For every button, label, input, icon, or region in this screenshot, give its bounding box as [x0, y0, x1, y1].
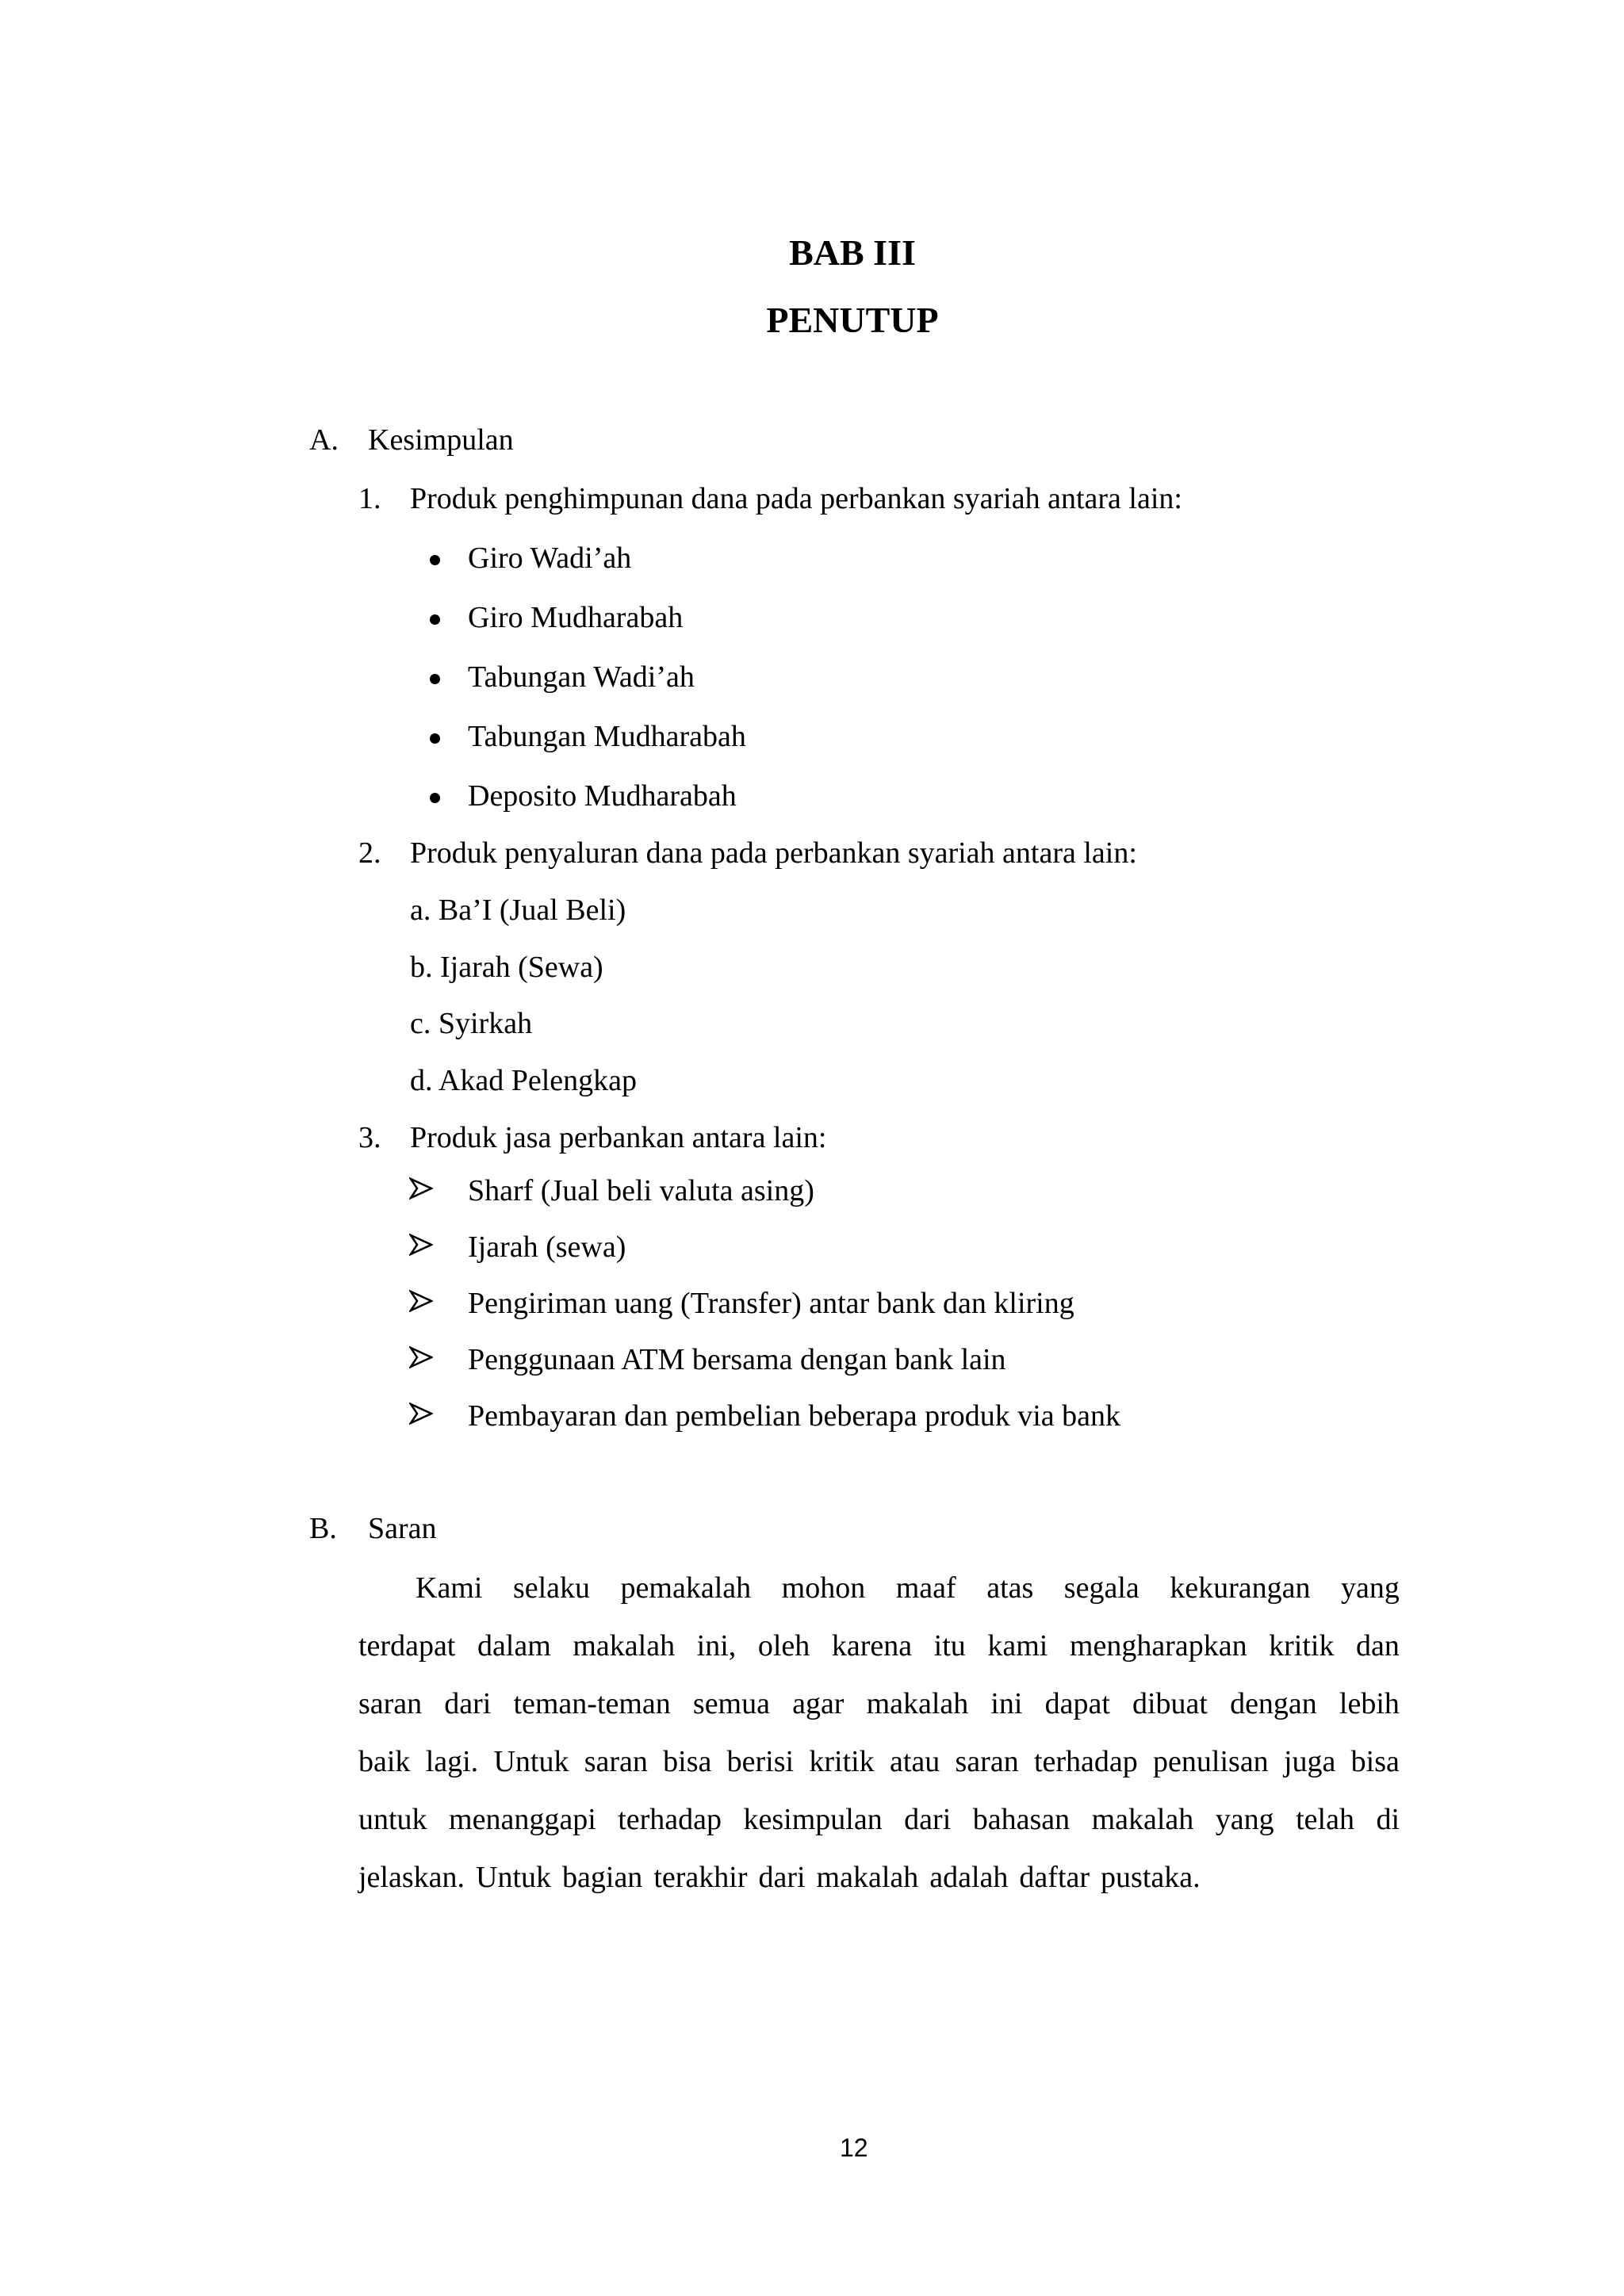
arrow-bullet-icon: [409, 1233, 433, 1257]
paragraph-word: daftar: [1019, 1861, 1090, 1894]
paragraph-word: teman-teman: [513, 1687, 671, 1720]
list-item: c. Syirkah: [410, 1007, 533, 1040]
paragraph-word: oleh: [757, 1629, 810, 1663]
paragraph-word: saran: [358, 1687, 423, 1720]
paragraph-word: terhadap: [618, 1803, 722, 1836]
arrow-bullet-icon: [409, 1402, 433, 1425]
paragraph-word: mohon: [781, 1571, 866, 1605]
list-item: a. Ba’I (Jual Beli): [410, 894, 626, 927]
paragraph-word: saran: [584, 1745, 648, 1778]
bullet-icon: [430, 733, 440, 744]
paragraph-word: makalah: [816, 1861, 919, 1894]
paragraph-word: terakhir: [653, 1861, 748, 1894]
item-number: 2.: [358, 836, 381, 870]
item-number: 3.: [358, 1121, 381, 1154]
chapter-heading: BAB III: [789, 232, 916, 273]
section-b-marker: B.: [309, 1512, 337, 1545]
paragraph-word: kesimpulan: [743, 1803, 883, 1836]
paragraph-word: dari: [904, 1803, 952, 1836]
paragraph-word: segala: [1063, 1571, 1139, 1605]
paragraph-word: yang: [1341, 1571, 1400, 1605]
list-item: Deposito Mudharabah: [468, 779, 737, 813]
paragraph-word: selaku: [512, 1571, 591, 1605]
paragraph-word: kekurangan: [1170, 1571, 1311, 1605]
section-a-label: Kesimpulan: [368, 423, 514, 457]
item-text: Produk penghimpunan dana pada perbankan syariah antara lain:: [410, 482, 1182, 515]
paragraph-word: dengan: [1230, 1687, 1317, 1720]
item-number: 1.: [358, 482, 381, 515]
paragraph-word: terdapat: [358, 1629, 456, 1663]
paragraph-line: [358, 1860, 1400, 1918]
paragraph-word: dan: [1356, 1629, 1400, 1663]
paragraph-word: kami: [987, 1629, 1048, 1663]
paragraph-word: di: [1376, 1803, 1400, 1836]
paragraph-word: makalah: [866, 1687, 969, 1720]
bullet-icon: [430, 793, 440, 803]
paragraph-word: lagi.: [425, 1745, 479, 1778]
paragraph-word: Kami: [416, 1571, 483, 1605]
paragraph-word: dalam: [477, 1629, 551, 1663]
paragraph-word: terhadap: [1033, 1745, 1138, 1778]
paragraph-word: dibuat: [1132, 1687, 1208, 1720]
paragraph-word: bagian: [562, 1861, 643, 1894]
paragraph-line: [358, 1686, 1400, 1744]
list-item: Ijarah (sewa): [468, 1230, 626, 1264]
paragraph-word: semua: [692, 1687, 770, 1720]
paragraph-word: makalah: [573, 1629, 676, 1663]
paragraph-word: berisi: [726, 1745, 795, 1778]
list-item: d. Akad Pelengkap: [410, 1064, 638, 1097]
paragraph-word: Untuk: [493, 1745, 569, 1778]
list-item: Penggunaan ATM bersama dengan bank lain: [468, 1343, 1006, 1376]
paragraph-word: menanggapi: [449, 1803, 596, 1836]
bullet-icon: [430, 614, 440, 625]
paragraph-word: maaf: [895, 1571, 956, 1605]
paragraph-word: dari: [758, 1861, 806, 1894]
paragraph-word: mengharapkan: [1069, 1629, 1247, 1663]
arrow-bullet-icon: [409, 1345, 433, 1369]
paragraph-word: dapat: [1044, 1687, 1110, 1720]
arrow-bullet-icon: [409, 1289, 433, 1313]
paragraph-word: baik: [358, 1745, 411, 1778]
paragraph-line: [358, 1628, 1400, 1686]
paragraph-word: dari: [444, 1687, 492, 1720]
paragraph-word: lebih: [1339, 1687, 1400, 1720]
paragraph-word: karena: [831, 1629, 913, 1663]
paragraph-word: bisa: [1350, 1745, 1400, 1778]
paragraph-line: [358, 1744, 1400, 1802]
paragraph-word: ini: [990, 1687, 1023, 1720]
list-item: Pembayaran dan pembelian beberapa produk via bank: [468, 1399, 1121, 1433]
paragraph-word: untuk: [358, 1803, 427, 1836]
list-item: Tabungan Mudharabah: [468, 720, 746, 753]
list-item: Giro Wadi’ah: [468, 541, 632, 575]
bullet-icon: [430, 674, 440, 684]
list-item: Giro Mudharabah: [468, 601, 684, 634]
list-item: Pengiriman uang (Transfer) antar bank dan kliring: [468, 1287, 1074, 1320]
saran-paragraph: [358, 1571, 1400, 1918]
paragraph-word: juga: [1283, 1745, 1336, 1778]
paragraph-line: [358, 1802, 1400, 1860]
paragraph-word: adalah: [929, 1861, 1009, 1894]
paragraph-word: atau: [889, 1745, 940, 1778]
paragraph-word: ini,: [696, 1629, 737, 1663]
list-item: Tabungan Wadi’ah: [468, 660, 695, 694]
chapter-title: PENUTUP: [766, 300, 939, 340]
paragraph-word: Untuk: [476, 1861, 552, 1894]
list-item: Sharf (Jual beli valuta asing): [468, 1174, 814, 1207]
paragraph-word: atas: [986, 1571, 1034, 1605]
list-item: b. Ijarah (Sewa): [410, 951, 603, 984]
paragraph-word: pemakalah: [620, 1571, 752, 1605]
arrow-bullet-icon: [409, 1177, 433, 1200]
paragraph-word: yang: [1215, 1803, 1274, 1836]
paragraph-word: jelaskan.: [358, 1861, 465, 1894]
paragraph-word: makalah: [1091, 1803, 1194, 1836]
paragraph-word: penulisan: [1153, 1745, 1269, 1778]
paragraph-word: kritik: [1269, 1629, 1335, 1663]
section-b-label: Saran: [368, 1512, 437, 1545]
paragraph-word: kritik: [809, 1745, 875, 1778]
page-number: 12: [840, 2133, 868, 2162]
paragraph-word: saran: [955, 1745, 1019, 1778]
paragraph-word: pustaka.: [1101, 1861, 1201, 1894]
bullet-icon: [430, 555, 440, 565]
item-text: Produk penyaluran dana pada perbankan syariah antara lain:: [410, 836, 1137, 870]
paragraph-word: bisa: [663, 1745, 712, 1778]
section-a-marker: A.: [309, 423, 339, 457]
paragraph-word: telah: [1296, 1803, 1354, 1836]
item-text: Produk jasa perbankan antara lain:: [410, 1121, 827, 1154]
paragraph-word: agar: [792, 1687, 845, 1720]
paragraph-word: itu: [933, 1629, 966, 1663]
paragraph-line: [358, 1571, 1400, 1628]
paragraph-word: bahasan: [972, 1803, 1071, 1836]
